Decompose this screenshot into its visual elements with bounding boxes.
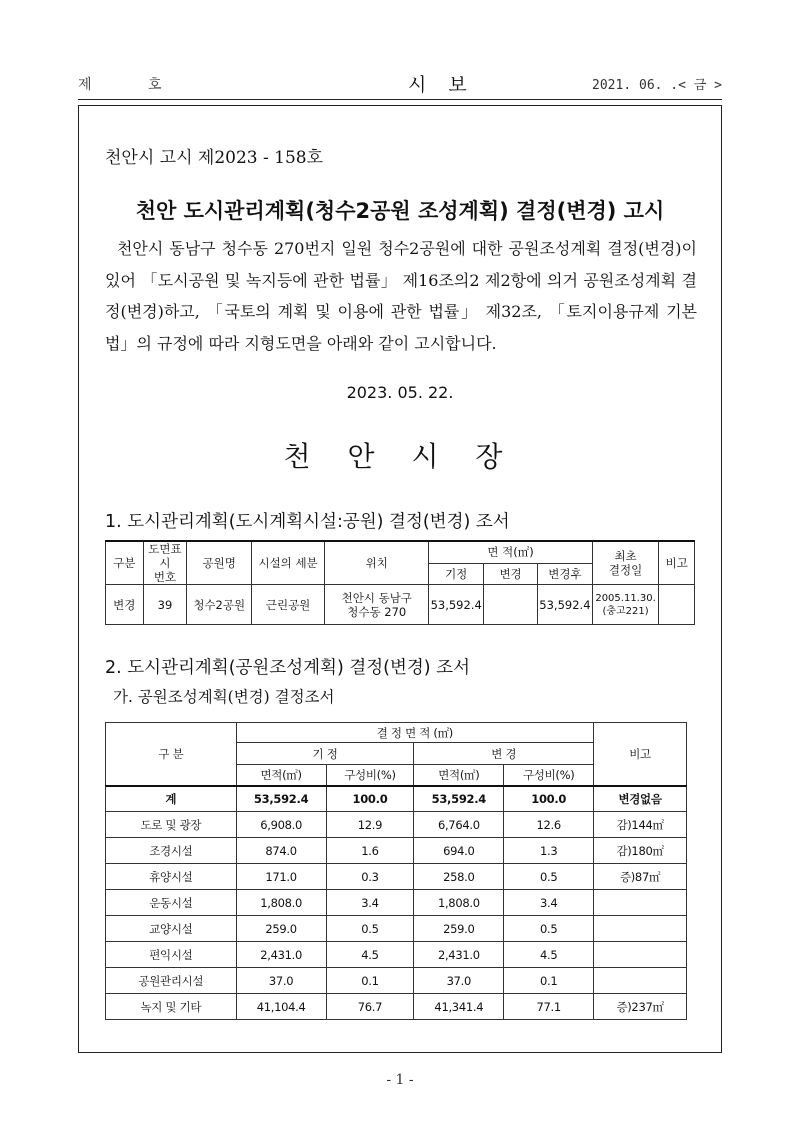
t1-cell-drawing-no: 39	[143, 585, 187, 625]
notice-title: 천안 도시관리계획(청수2공원 조성계획) 결정(변경) 고시	[135, 199, 665, 223]
section2-subtitle: 가. 공원조성계획(변경) 결정조서	[113, 688, 335, 706]
t2-cell-ex-area: 1,808.0	[236, 890, 326, 916]
t2-header-ch-ratio: 구성비(%)	[504, 765, 594, 786]
mayor-signature: 천 안 시 장	[283, 440, 517, 473]
t2-cell-ex-ratio: 12.9	[326, 812, 414, 838]
t2-cell-ch-ratio: 1.3	[504, 838, 594, 864]
gazette-header	[78, 72, 722, 98]
section1-title: 1. 도시관리계획(도시계획시설:공원) 결정(변경) 조서	[105, 512, 510, 532]
t2-cell-note	[594, 942, 687, 968]
t2-header-ch-area: 면적(㎡)	[414, 765, 504, 786]
t2-cell-ch-ratio: 100.0	[504, 786, 594, 812]
t2-cell-name: 교양시설	[106, 916, 237, 942]
t2-cell-ex-ratio: 3.4	[326, 890, 414, 916]
t2-row	[106, 890, 687, 916]
t2-cell-ex-ratio: 0.1	[326, 968, 414, 994]
t2-total-row	[106, 786, 687, 812]
t2-cell-note: 증)87㎡	[594, 864, 687, 890]
t2-header-changed: 변 경	[414, 743, 594, 765]
t2-body	[106, 786, 687, 1020]
t1-header-category: 구분	[106, 541, 144, 585]
t1-row	[106, 585, 695, 625]
t1-cell-area-existing: 53,592.4	[429, 585, 483, 625]
t2-header-remarks: 비고	[594, 723, 687, 786]
section2-table	[105, 722, 687, 1020]
header-issue-label: 제	[78, 77, 92, 93]
t1-cell-category: 변경	[106, 585, 144, 625]
t2-header-existing: 기 정	[236, 743, 414, 765]
t2-header-category: 구 분	[106, 723, 237, 786]
section2-title: 2. 도시관리계획(공원조성계획) 결정(변경) 조서	[105, 658, 470, 678]
notice-number: 천안시 고시 제2023 - 158호	[105, 148, 324, 168]
t2-cell-name: 운동시설	[106, 890, 237, 916]
t1-header-park-name: 공원명	[187, 541, 252, 585]
t2-cell-note	[594, 968, 687, 994]
t2-cell-ch-area: 53,592.4	[414, 786, 504, 812]
t2-cell-ch-ratio: 77.1	[504, 994, 594, 1020]
t2-cell-ex-area: 37.0	[236, 968, 326, 994]
t2-cell-note	[594, 916, 687, 942]
t2-cell-name: 녹지 및 기타	[106, 994, 237, 1020]
t2-cell-ch-ratio: 12.6	[504, 812, 594, 838]
t2-cell-ex-ratio: 100.0	[326, 786, 414, 812]
t2-cell-ex-ratio: 0.3	[326, 864, 414, 890]
t2-cell-note: 감)180㎡	[594, 838, 687, 864]
t2-row	[106, 812, 687, 838]
t2-header-ex-area: 면적(㎡)	[236, 765, 326, 786]
t2-cell-ch-area: 694.0	[414, 838, 504, 864]
t1-cell-area-after: 53,592.4	[538, 585, 592, 625]
t2-cell-ch-area: 41,341.4	[414, 994, 504, 1020]
t1-header-location: 위치	[325, 541, 429, 585]
t1-cell-remarks	[659, 585, 695, 625]
t2-cell-ch-area: 37.0	[414, 968, 504, 994]
t2-row	[106, 994, 687, 1020]
notice-date: 2023. 05. 22.	[346, 383, 454, 402]
t2-cell-ch-area: 258.0	[414, 864, 504, 890]
t2-cell-note: 변경없음	[594, 786, 687, 812]
t2-cell-note: 증)237㎡	[594, 994, 687, 1020]
t2-cell-ex-area: 53,592.4	[236, 786, 326, 812]
notice-body	[105, 233, 697, 359]
t2-cell-ch-ratio: 4.5	[504, 942, 594, 968]
t1-header-area-change: 변경	[483, 563, 537, 584]
t2-cell-ex-area: 6,908.0	[236, 812, 326, 838]
t1-header-area-existing: 기정	[429, 563, 483, 584]
notice-body-text: 천안시 동남구 청수동 270번지 일원 청수2공원에 대한 공원조성계획 결정(변경)이 있어 「도시공원 및 녹지등에 관한 법률」 제16조의2 제2항에 의거 공원조성계획 결정(변경)하고, 「국토의 계획 및 이용에 관한 법률」 제32조, 「토지이용규제 기본법」의 규정에 따라 지형도면을 아래와 같이 고시합니다.	[105, 239, 698, 353]
t2-cell-ch-ratio: 0.1	[504, 968, 594, 994]
t1-header-first-decision: 최초 결정일	[592, 541, 659, 585]
t2-cell-ex-ratio: 1.6	[326, 838, 414, 864]
t1-header-area: 면 적(㎡)	[429, 541, 592, 563]
header-rule	[78, 99, 722, 100]
t2-cell-name: 편익시설	[106, 942, 237, 968]
t2-row	[106, 968, 687, 994]
t1-header-remarks: 비고	[659, 541, 695, 585]
page-number: - 1 -	[386, 1072, 414, 1088]
t1-cell-facility: 근린공원	[252, 585, 325, 625]
t2-header-decided-area: 결 정 면 적 (㎡)	[236, 723, 593, 743]
t2-cell-ex-area: 874.0	[236, 838, 326, 864]
t1-cell-first-decision: 2005.11.30. (충고221)	[592, 585, 659, 625]
t2-cell-name: 도로 및 광장	[106, 812, 237, 838]
t2-cell-ch-area: 6,764.0	[414, 812, 504, 838]
t2-cell-ex-ratio: 76.7	[326, 994, 414, 1020]
t2-cell-ch-area: 2,431.0	[414, 942, 504, 968]
t1-header-drawing-no: 도면표시 번호	[143, 541, 187, 585]
t2-row	[106, 838, 687, 864]
header-title: 시보	[408, 74, 489, 96]
t2-cell-name: 휴양시설	[106, 864, 237, 890]
t2-cell-name: 공원관리시설	[106, 968, 237, 994]
t2-cell-ex-area: 171.0	[236, 864, 326, 890]
t2-cell-ex-area: 259.0	[236, 916, 326, 942]
t2-cell-ch-ratio: 0.5	[504, 916, 594, 942]
section1-table	[105, 540, 695, 625]
t2-row	[106, 916, 687, 942]
t2-row	[106, 864, 687, 890]
t1-cell-park-name: 청수2공원	[187, 585, 252, 625]
t2-cell-ch-area: 1,808.0	[414, 890, 504, 916]
t2-cell-ex-ratio: 4.5	[326, 942, 414, 968]
t2-cell-ch-ratio: 3.4	[504, 890, 594, 916]
t2-cell-name: 계	[106, 786, 237, 812]
t2-cell-name: 조경시설	[106, 838, 237, 864]
t2-cell-ex-ratio: 0.5	[326, 916, 414, 942]
t2-header-ex-ratio: 구성비(%)	[326, 765, 414, 786]
header-number-label: 호	[148, 77, 162, 93]
t2-cell-note	[594, 890, 687, 916]
t1-header-facility: 시설의 세분	[252, 541, 325, 585]
t1-header-area-after: 변경후	[538, 563, 592, 584]
t2-row	[106, 942, 687, 968]
t2-cell-note: 감)144㎡	[594, 812, 687, 838]
t2-cell-ch-area: 259.0	[414, 916, 504, 942]
t1-cell-area-change	[483, 585, 537, 625]
header-date: 2021. 06. .< 금 >	[592, 78, 722, 93]
t2-cell-ch-ratio: 0.5	[504, 864, 594, 890]
t1-cell-location: 천안시 동남구 청수동 270	[325, 585, 429, 625]
t2-cell-ex-area: 2,431.0	[236, 942, 326, 968]
t2-cell-ex-area: 41,104.4	[236, 994, 326, 1020]
